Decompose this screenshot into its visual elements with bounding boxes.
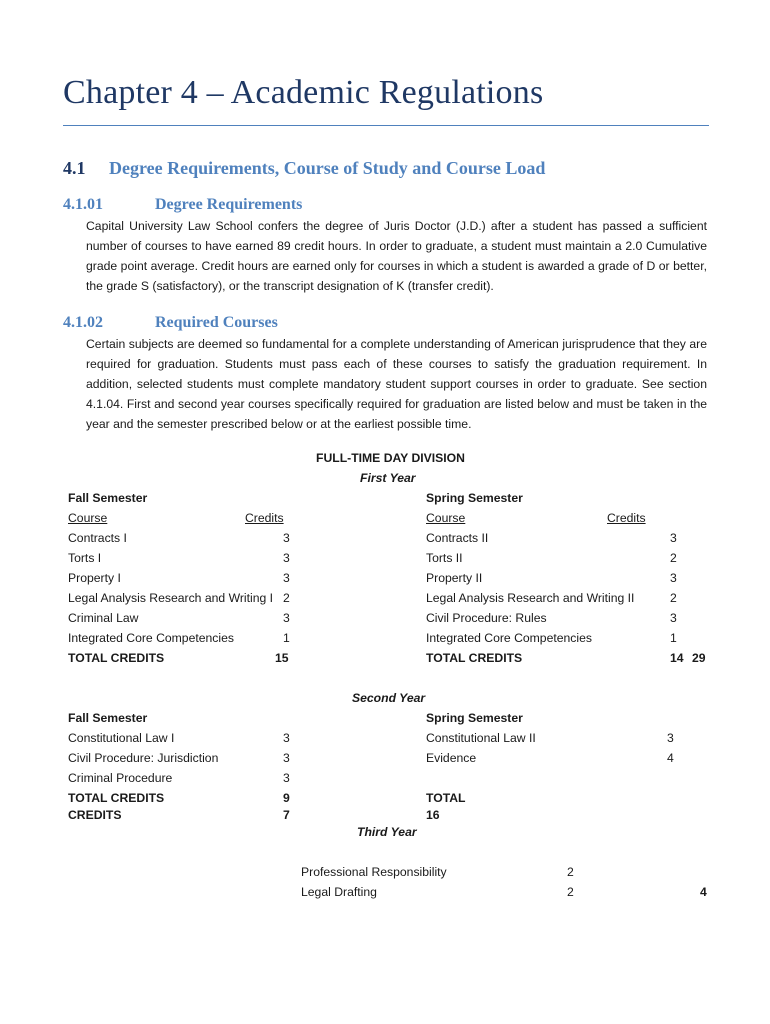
table-row-credits: 3 xyxy=(670,571,677,585)
table-row-course: Legal Analysis Research and Writing I xyxy=(68,591,274,605)
table-row-credits: 1 xyxy=(283,631,290,645)
table-row-credits: 2 xyxy=(567,885,574,899)
table-row-credits: 2 xyxy=(283,591,290,605)
fy-fall-total: 15 xyxy=(275,651,289,665)
title-rule xyxy=(63,125,709,126)
sy-fall-total: 9 xyxy=(283,791,290,805)
table-row-course: Civil Procedure: Jurisdiction xyxy=(68,751,219,765)
table-row-course: Legal Analysis Research and Writing II xyxy=(426,591,635,605)
table-row-credits: 3 xyxy=(667,731,674,745)
sy-credits-label: CREDITS xyxy=(68,808,122,822)
table-row-course: Torts II xyxy=(426,551,463,565)
sy-fall-total-label: TOTAL CREDITS xyxy=(68,791,165,805)
sy-spring-total: 16 xyxy=(426,808,440,822)
table-row-course: Criminal Procedure xyxy=(68,771,173,785)
fy-spring-heading: Spring Semester xyxy=(426,491,523,505)
section-heading xyxy=(63,158,86,179)
first-year-label: First Year xyxy=(360,471,416,485)
table-row-credits: 3 xyxy=(283,531,290,545)
table-row-credits: 3 xyxy=(283,571,290,585)
ty-total: 4 xyxy=(700,885,707,899)
table-row-course: Integrated Core Competencies xyxy=(68,631,234,645)
subsection-title-2: Required Courses xyxy=(155,314,278,331)
table-row-credits: 3 xyxy=(283,551,290,565)
sy-fall-heading: Fall Semester xyxy=(68,711,148,725)
fy-year-total: 29 xyxy=(692,651,706,665)
fy-spring-total-label: TOTAL CREDITS xyxy=(426,651,523,665)
table-row-course: Contracts I xyxy=(68,531,127,545)
table-row-course: Evidence xyxy=(426,751,477,765)
second-year-label: Second Year xyxy=(352,691,426,705)
table-row-credits: 2 xyxy=(567,865,574,879)
table-row-course: Constitutional Law I xyxy=(68,731,175,745)
sy-spring-heading: Spring Semester xyxy=(426,711,523,725)
table-row-course: Integrated Core Competencies xyxy=(426,631,592,645)
table-row-credits: 3 xyxy=(283,751,290,765)
fy-fall-heading: Fall Semester xyxy=(68,491,148,505)
fy-fall-col-course: Course xyxy=(68,511,108,525)
table-row-credits: 3 xyxy=(283,771,290,785)
table-row-credits: 3 xyxy=(670,611,677,625)
fy-spring-col-course: Course xyxy=(426,511,466,525)
table-row-course: Civil Procedure: Rules xyxy=(426,611,547,625)
table-row-course: Property I xyxy=(68,571,121,585)
chapter-title: Chapter 4 – Academic Regulations xyxy=(63,74,544,111)
section-number: 4.1 xyxy=(63,158,86,178)
table-row-credits: 3 xyxy=(670,531,677,545)
table-row-course: Constitutional Law II xyxy=(426,731,536,745)
required-courses-paragraph: Certain subjects are deemed so fundamental for a complete understanding of American jurisprudence that they are required for graduation. Students must pass each of these courses to satisfy the graduation requirement. In addition, selected students must complete mandatory student support courses in order to graduate. See section 4.1.04. First and second year courses specifically required for graduation are listed below and must be taken in the year and the semester prescribed below or at the earliest possible time. xyxy=(86,337,707,431)
fy-fall-col-credits: Credits xyxy=(245,511,284,525)
sy-spring-total-label: TOTAL xyxy=(426,791,466,805)
table-row-course: Property II xyxy=(426,571,483,585)
table-row-credits: 1 xyxy=(670,631,677,645)
table-row-credits: 2 xyxy=(670,551,677,565)
table-row-course: Torts I xyxy=(68,551,102,565)
table-row-course: Contracts II xyxy=(426,531,489,545)
fy-spring-col-credits: Credits xyxy=(607,511,646,525)
table-row-credits: 2 xyxy=(670,591,677,605)
fy-fall-total-label: TOTAL CREDITS xyxy=(68,651,165,665)
division-title: FULL-TIME DAY DIVISION xyxy=(316,451,465,465)
subsection-number-2: 4.1.02 xyxy=(63,314,103,331)
table-row-credits: 4 xyxy=(667,751,674,765)
table-row-credits: 3 xyxy=(283,611,290,625)
table-row-course: Professional Responsibility xyxy=(301,865,447,879)
subsection-number-1: 4.1.01 xyxy=(63,196,103,213)
table-row-credits: 3 xyxy=(283,731,290,745)
fy-spring-total: 14 xyxy=(670,651,684,665)
table-row-course: Legal Drafting xyxy=(301,885,377,899)
third-year-label: Third Year xyxy=(357,825,417,839)
sy-credits-value: 7 xyxy=(283,808,290,822)
section-title: Degree Requirements, Course of Study and Course Load xyxy=(109,158,546,178)
subsection-title-1: Degree Requirements xyxy=(155,196,303,213)
table-row-course: Criminal Law xyxy=(68,611,139,625)
degree-requirements-paragraph: Capital University Law School confers the degree of Juris Doctor (J.D.) after a student has passed a sufficient number of courses to have earned 89 credit hours. In order to graduate, a student must maintain a 2.0 Cumulative grade point average. Credit hours are earned only for courses in which a student is awarded a grade of D or better, the grade S (satisfactory), or the transcript designation of K (transfer credit). xyxy=(86,219,707,293)
